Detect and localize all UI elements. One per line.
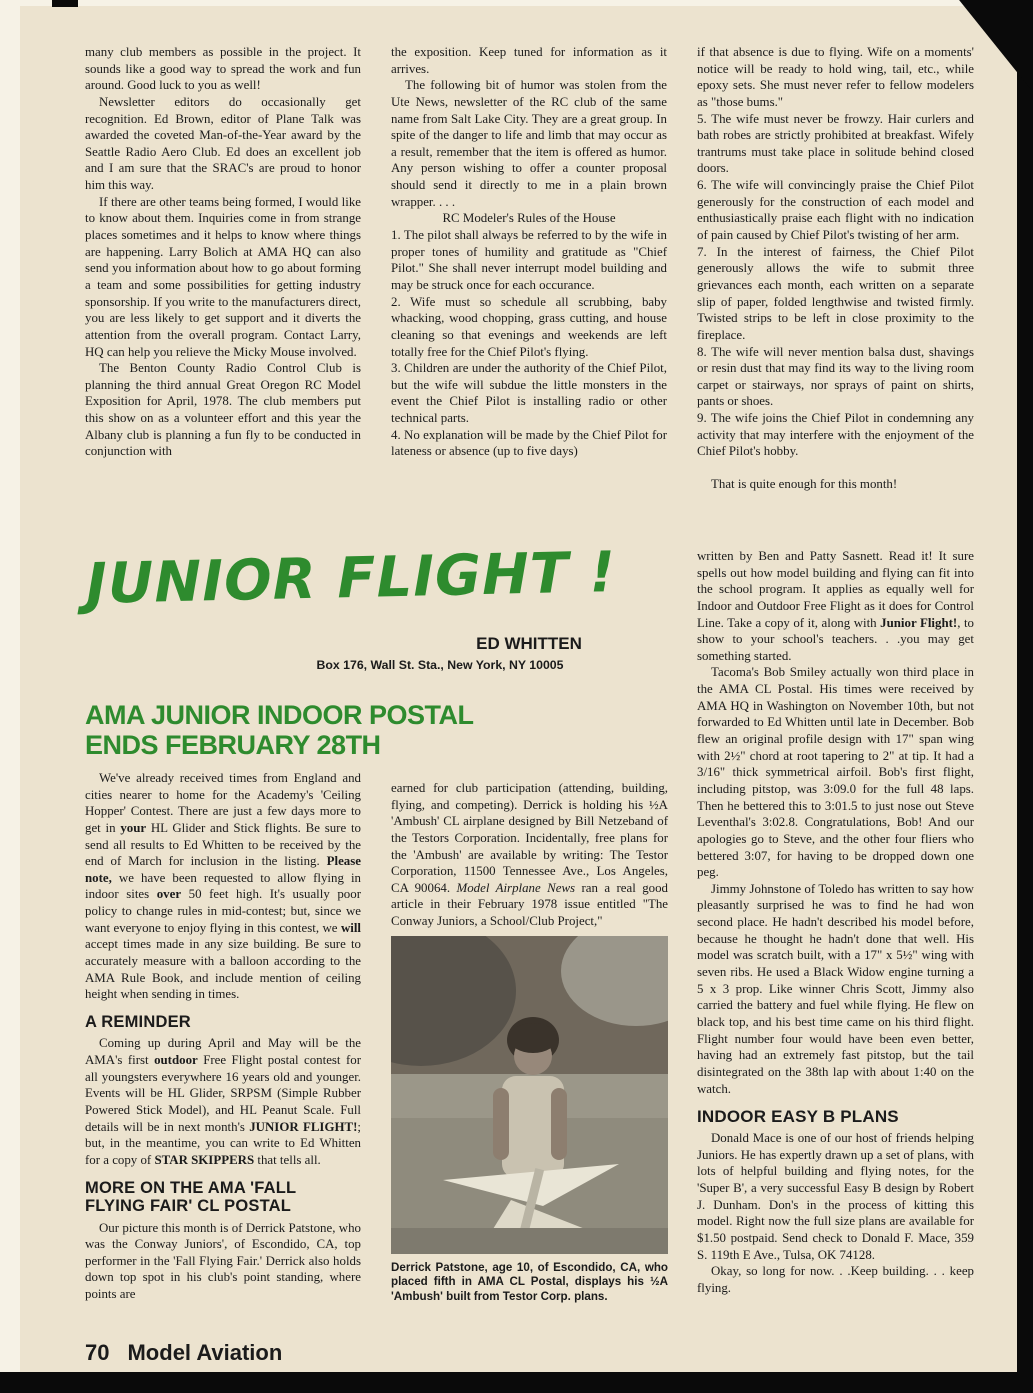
paragraph: Newsletter editors do occasionally get recognition. Ed Brown, editor of Plane Talk was awarded the coveted Man-of-the-Year award by the Seattle Radio Aero Club. Ed does an excellent job and I am sure that the SRAC's are proud to honor him this way. bbox=[85, 94, 361, 193]
fall-flying-fair-heading: MORE ON THE AMA 'FALL FLYING FAIR' CL POSTAL bbox=[85, 1178, 297, 1216]
photo-caption: Derrick Patstone, age 10, of Escondido, CA, who placed fifth in AMA CL Postal, displays his ½A 'Ambush' built from Testor Corp. plans. bbox=[391, 1260, 668, 1303]
scan-border-bottom bbox=[0, 1372, 1033, 1393]
scan-mark-top-left bbox=[52, 0, 78, 7]
boy-with-model-airplane-photo bbox=[391, 936, 668, 1254]
scan-margin-left bbox=[0, 0, 20, 1393]
scan-border-right bbox=[1017, 0, 1033, 1393]
top-article-column-3 bbox=[697, 44, 974, 493]
rules-of-the-house-heading: RC Modeler's Rules of the House bbox=[442, 211, 616, 226]
paragraph: Our picture this month is of Derrick Patstone, who was the Conway Juniors', of Escondido, CA, top performer in the 'Fall Flying Fair.' Derrick also holds down top spot in his club's point standing, where points are bbox=[85, 1220, 361, 1302]
paragraph: written by Ben and Patty Sasnett. Read it! It sure spells out how model building and flying can fit into the school program. It applies as equally well for Indoor and Outdoor Free Flight as it does for Control Line. Take a copy of it, along with Junior Flight!, to show to your school's teachers. . .you may get something started. bbox=[697, 549, 974, 663]
paragraph: Coming up during April and May will be the AMA's first outdoor Free Flight postal contest for all youngsters everywhere 16 years old and younger. Events will be HL Glider, SRPSM (Simple Rubber Powered Stick Model), and HL Peanut Scale. Full details will be in next month's JUNIOR FLIGHT!; but, in the meantime, you can write to Ed Whitten for a copy of STAR SKIPPERS that tells all. bbox=[85, 1036, 361, 1167]
rule-item: 4. No explanation will be made by the Chief Pilot for lateness or absence (up to five days) bbox=[391, 427, 667, 459]
top-article-column-1 bbox=[85, 44, 361, 460]
paragraph: If there are other teams being formed, I would like to know about them. Inquiries come in from strange places sometimes and it helps to know where things are happening. Larry Bolich at AMA HQ can also send you information about how to go about forming a team and some possibilities for getting industry sponsorship. If you write to the manufacturers direct, you are less likely to get support and it diverts the attention from the overall program. Contact Larry, HQ can help you relieve the Micky Mouse involved. bbox=[85, 194, 361, 359]
paragraph: Tacoma's Bob Smiley actually won third place in the AMA CL Postal. His times were received by AMA HQ in Washington on November 10th, but not forwarded to Ed Whitten until late in December. Bob flew an original profile design with 17" span wing with 2½" chord at root tapering to 2" at tip. It had a 3/16" thick symmetrical airfoil. Bob's first flight, including pitstop, was 3:09.0 for the full 48 laps. Then he bettered this to 3:01.5 to just nose out Steve Leventhal's 3:02.8. Congratulations, Bob! And our apologies go to Steve, and the other four fliers who bettered 3:07, for having to be dropped down one peg. bbox=[697, 665, 974, 880]
rule-item: 6. The wife will convincingly praise the Chief Pilot generously for the construction of each model and enthusiastically praise each flight with no indication of pain caused by Chief Pilot's twisting of her arm. bbox=[697, 178, 974, 243]
indoor-postal-heading bbox=[85, 700, 505, 760]
scan-margin-top bbox=[0, 0, 1033, 6]
paragraph: the exposition. Keep tuned for information as it arrives. bbox=[391, 45, 667, 76]
rule-item: 2. Wife must so schedule all scrubbing, baby whacking, wood chopping, grass cutting, and house cleaning so that evenings and weekends are left totally free for the Chief Pilot's flying. bbox=[391, 294, 667, 359]
rule-item: 5. The wife must never be frowzy. Hair curlers and bath robes are strictly prohibited at breakfast. Wifely trantrums must take place in solitude behind closed doors. bbox=[697, 111, 974, 176]
junior-flight-column-3 bbox=[697, 548, 974, 1297]
paragraph: The Benton County Radio Control Club is planning the third annual Great Oregon RC Model Exposition for April, 1978. The club members put this show on as a volunteer effort and this year the Albany club is planning a fun fly to be conducted in conjunction with bbox=[85, 361, 361, 459]
paragraph: Okay, so long for now. . .Keep building. . . keep flying. bbox=[697, 1264, 974, 1295]
junior-flight-column-2 bbox=[391, 780, 668, 1304]
paragraph: earned for club participation (attending, building, flying, and competing). Derrick is holding his ½A 'Ambush' CL airplane designed by Bill Netzeband of the Testors Corporation. Incidentally, free plans for the 'Ambush' are available by writing: The Testor Corporation, 11500 Tennessee Ave., Los Angeles, CA 90064. Model Airplane News ran a real good article in their February 1978 issue entitled "The Conway Juniors, a School/Club Project," bbox=[391, 781, 668, 929]
paragraph: if that absence is due to flying. Wife on a moments' notice will be ready to hold wing, tail, etc., while epoxy sets. She must never refer to fellow modelers as "those bums." bbox=[697, 45, 974, 109]
closing-line: That is quite enough for this month! bbox=[711, 477, 898, 492]
junior-flight-column-1 bbox=[85, 770, 361, 1303]
paragraph: Jimmy Johnstone of Toledo has written to say how pleasantly surprised he was to find he had won second place. He hadn't described his model before, because he thought he hadn't done that well. His model was scratch built, with a 17" x 5½" wing with seven ribs. He used a Black Widow engine turning a 5 x 3 prop. Like winner Chris Scott, Jimmy also carried the battery and fuel while flying. He flew on black top, and his best time came on his third flight. Flight number four would have been even better, having had an extremely fast pitstop, but the tail disintegrated on the 38th lap with about 1:40 on the watch. bbox=[697, 881, 974, 1096]
top-article-column-2 bbox=[391, 44, 667, 460]
junior-flight-byline: ED WHITTEN bbox=[476, 634, 582, 653]
paragraph: We've already received times from England and cities nearer to home for the Academy's 'Ceiling Hopper' Contest. There are just a few days more to get in your HL Glider and Stick flights. Be sure to send all results to Ed Whitten to be received by the end of March for inclusion in the listing. Please note, we have been requested to allow flying in indoor sites over 50 feet high. It's usually poor policy to change rules in mid-contest; but, since we want everyone to enjoy flying in this contest, we will accept times made in any size building. Be sure to accurately measure with a balloon according to the AMA Rule Book, and include mention of ceiling height when sending in times. bbox=[85, 771, 361, 1002]
rule-item: 8. The wife will never mention balsa dust, shavings or resin dust that may find its way to the living room carpet or stairways, nor sprays of paint on shirts, pants or shoes. bbox=[697, 344, 974, 409]
rule-item: 1. The pilot shall always be referred to by the wife in proper tones of humility and gratitude as "Chief Pilot." She shall never interrupt model building and may be struck once for each occurance. bbox=[391, 228, 667, 292]
paragraph: many club members as possible in the project. It sounds like a good way to spread the work and fun around. Good luck to you as well! bbox=[85, 45, 361, 93]
paragraph: Donald Mace is one of our host of friends helping Juniors. He has expertly drawn up a set of plans, with lots of helpful building and flying notes, for the 'Super B', a very successful Easy B design by Robert J. Dunham. Don's in the process of kitting this model. Right now the full size plans are available for $1.50 postpaid. Send check to Donald F. Mace, 359 S. 119th E Ave., Tulsa, OK 74128. bbox=[697, 1131, 974, 1262]
reminder-heading: A REMINDER bbox=[85, 1012, 191, 1031]
rule-item: 9. The wife joins the Chief Pilot in condemning any activity that may interfere with the enjoyment of the Chief Pilot's hobby. bbox=[697, 411, 974, 459]
indoor-postal-heading-line1: AMA JUNIOR INDOOR POSTAL bbox=[85, 700, 474, 730]
page-number: 70 bbox=[85, 1340, 110, 1365]
rule-item: 3. Children are under the authority of the Chief Pilot, but the wife will subdue the little monsters in the event the Chief Pilot is installing radio or other technical parts. bbox=[391, 361, 667, 426]
indoor-postal-heading-line2: ENDS FEBRUARY 28TH bbox=[85, 730, 381, 761]
magazine-title: Model Aviation bbox=[127, 1340, 283, 1365]
rule-item: 7. In the interest of fairness, the Chief Pilot generously allows the wife to submit three grievances each month, each written on a separate slip of paper, folded lengthwise and twisted firmly. Twisted strips to be left in close proximity to the fireplace. bbox=[697, 244, 974, 342]
junior-flight-title: JUNIOR FLIGHT ! bbox=[85, 540, 617, 618]
photo-derrick-patstone bbox=[391, 936, 668, 1254]
page-footer bbox=[85, 1340, 282, 1366]
junior-flight-address: Box 176, Wall St. Sta., New York, NY 10005 bbox=[316, 658, 564, 672]
paragraph: The following bit of humor was stolen from the Ute News, newsletter of the RC club of the same name from Salt Lake City. They are a great group. In spite of the danger to life and limb that may occur as a result, remember that the item is offered as humor. Any person wishing to offer a counter proposal should send it directly to me in a plain brown wrapper. . . . bbox=[391, 78, 667, 209]
indoor-easy-b-heading: INDOOR EASY B PLANS bbox=[697, 1107, 899, 1127]
